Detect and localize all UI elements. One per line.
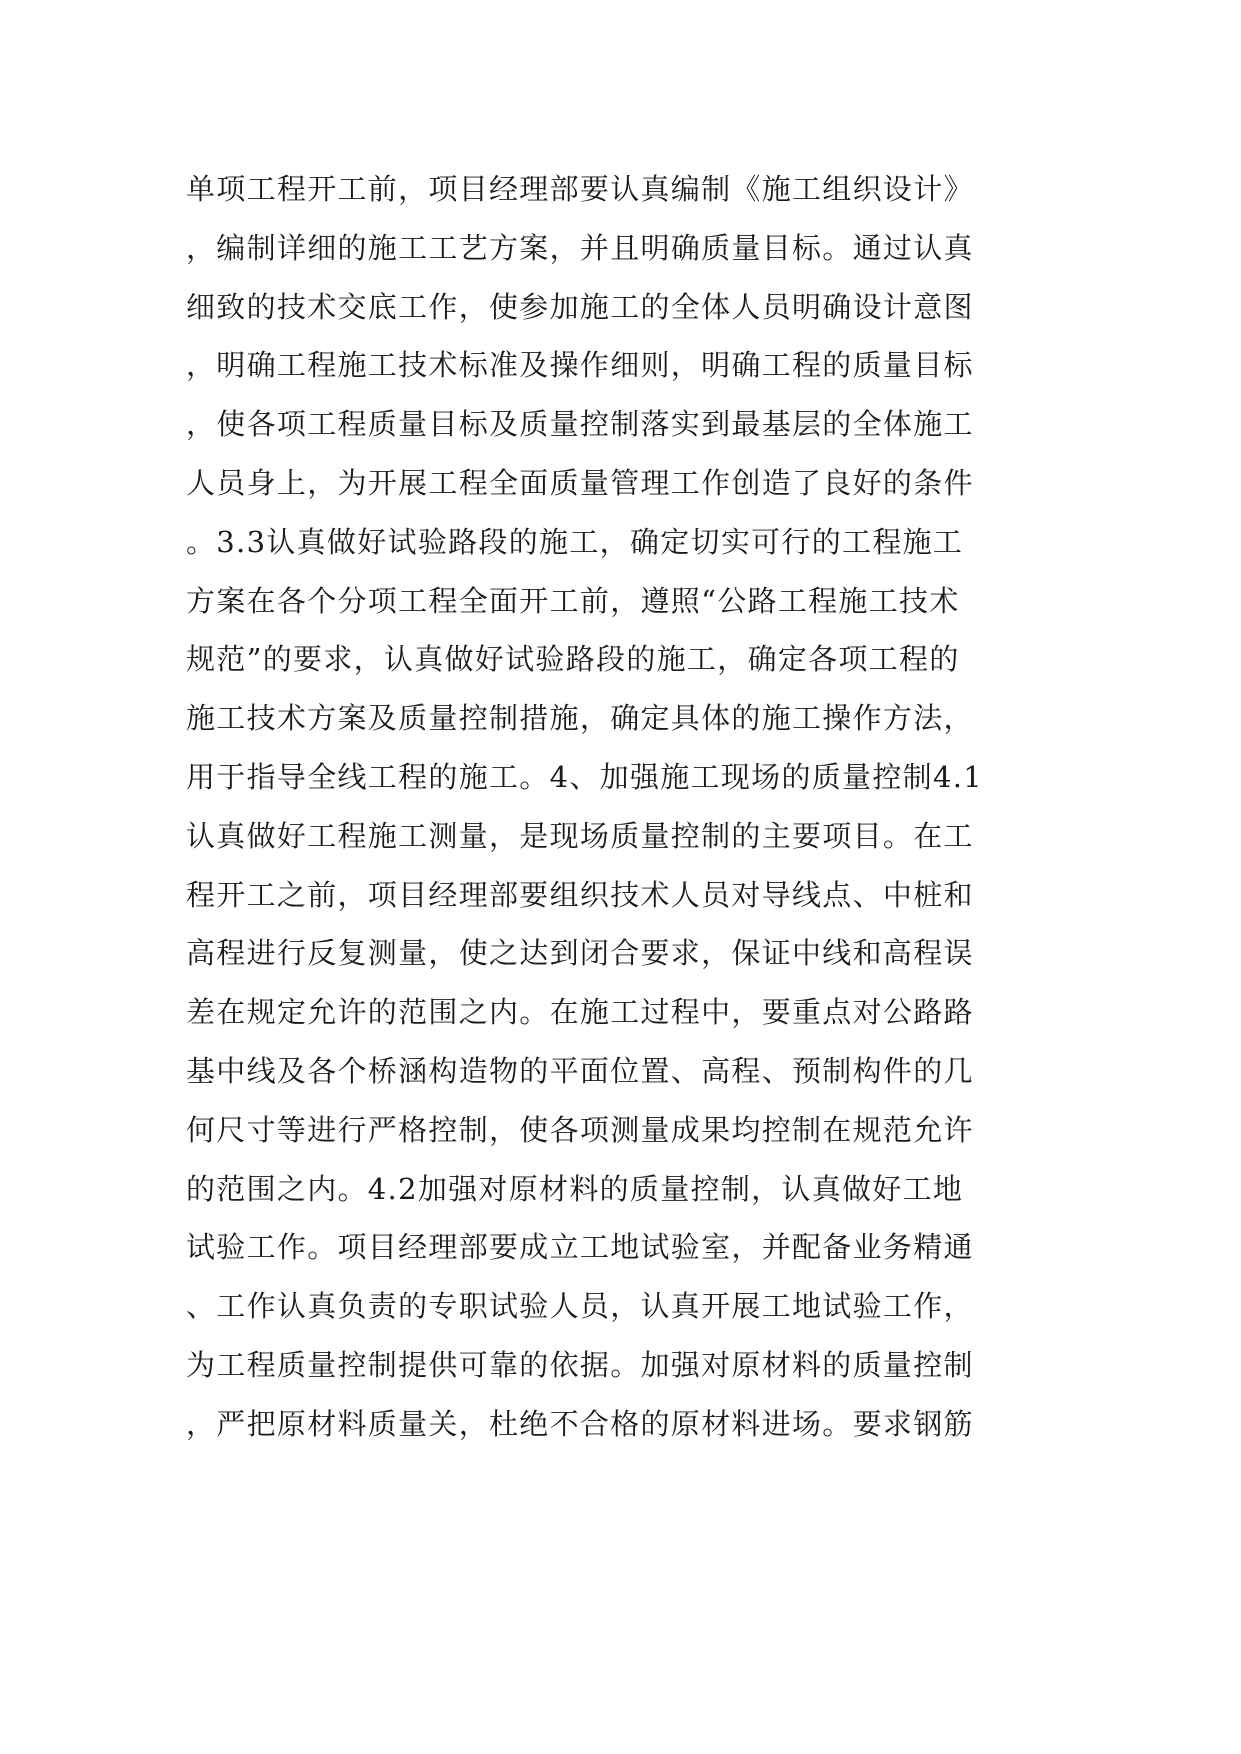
text-line: 用于指导全线工程的施工。4、加强施工现场的质量控制4.1 [186,759,983,794]
text-line: 单项工程开工前，项目经理部要认真编制《施工组织设计》 [186,172,974,206]
text-line: 施工技术方案及质量控制措施，确定具体的施工操作方法， [186,701,974,736]
text-line: 高程进行反复测量，使之达到闭合要求，保证中线和高程误 [186,936,974,971]
text-line: 。3.3认真做好试验路段的施工，确定切实可行的工程施工 [186,524,964,559]
text-line: ，明确工程施工技术标准及操作细则，明确工程的质量目标 [186,348,974,383]
text-line: 基中线及各个桥涵构造物的平面位置、高程、预制构件的几 [186,1053,974,1088]
text-line: 方案在各个分项工程全面开工前，遵照“公路工程施工技术 [186,583,960,618]
text-line: 的范围之内。4.2加强对原材料的质量控制，认真做好工地 [186,1171,964,1206]
text-line: 认真做好工程施工测量，是现场质量控制的主要项目。在工 [186,818,974,853]
text-line: 差在规定允许的范围之内。在施工过程中，要重点对公路路 [186,995,974,1030]
text-line: ，使各项工程质量目标及质量控制落实到最基层的全体施工 [186,407,974,442]
text-line: ，编制详细的施工工艺方案，并且明确质量目标。通过认真 [186,230,974,265]
text-line: 人员身上，为开展工程全面质量管理工作创造了良好的条件 [186,465,974,500]
text-line: ，严把原材料质量关，杜绝不合格的原材料进场。要求钢筋 [186,1406,974,1441]
text-line: 试验工作。项目经理部要成立工地试验室，并配备业务精通 [186,1230,974,1265]
text-line: 规范”的要求，认真做好试验路段的施工，确定各项工程的 [186,642,960,677]
body-text [186,160,1066,1454]
text-line: 细致的技术交底工作，使参加施工的全体人员明确设计意图 [186,289,974,324]
text-line: 、工作认真负责的专职试验人员，认真开展工地试验工作， [186,1289,974,1324]
text-line: 为工程质量控制提供可靠的依据。加强对原材料的质量控制 [186,1347,974,1382]
text-line: 何尺寸等进行严格控制，使各项测量成果均控制在规范允许 [186,1112,974,1147]
text-line: 程开工之前，项目经理部要组织技术人员对导线点、中桩和 [186,877,974,912]
